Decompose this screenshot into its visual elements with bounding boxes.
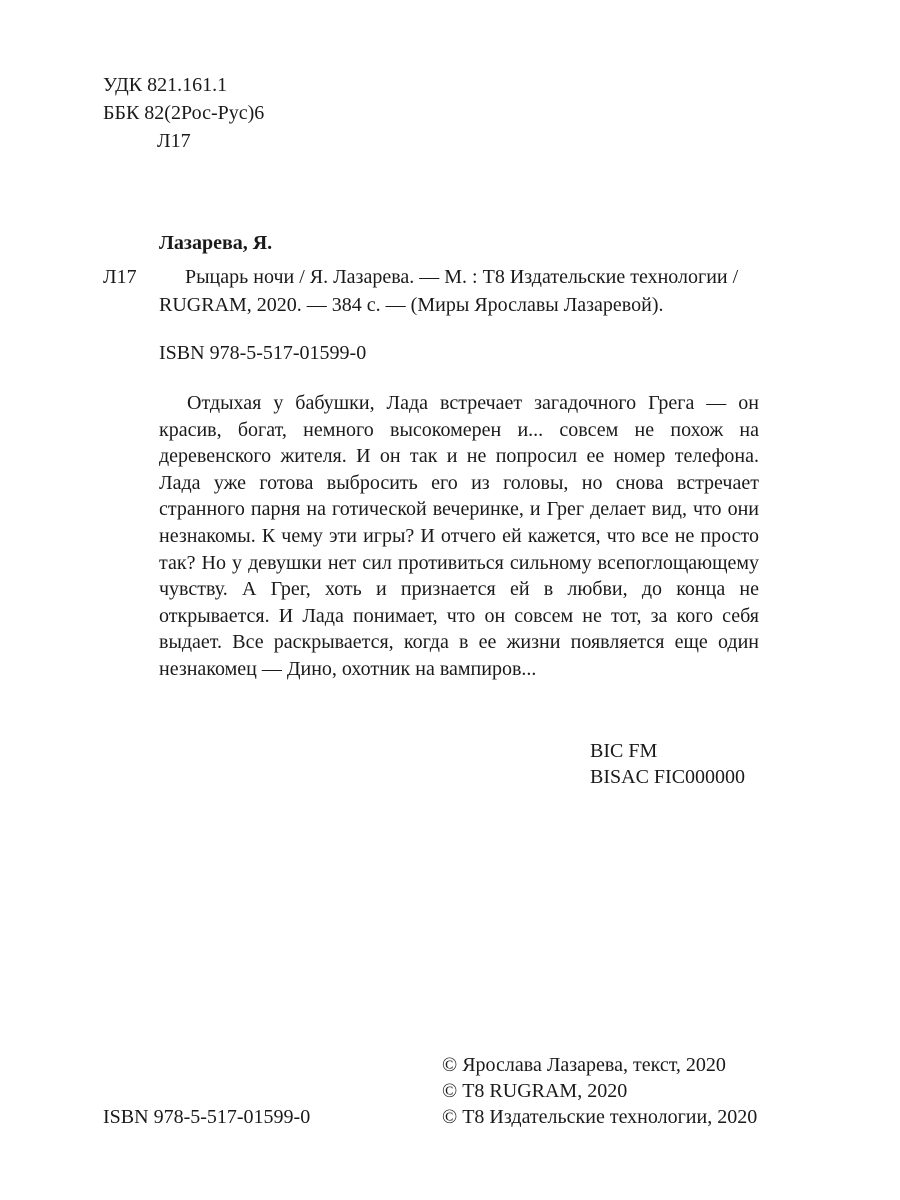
bbk-code: ББК 82(2Рос-Рус)6 (103, 102, 265, 124)
udk-code: УДК 821.161.1 (103, 74, 228, 96)
isbn: ISBN 978-5-517-01599-0 (159, 342, 367, 364)
annotation-paragraph: Отдыхая у бабушки, Лада встречает загадочного Грега — он красив, богат, немного высокомерен и... совсем не похож на деревенского жителя. И он так и не попросил ее номер телефона. Лада уже готова выбросить его из головы, но снова встречает странного парня на готической вечеринке, и Грег делает вид, что они незнакомы. К чему эти игры? И отчего ей кажется, что все не просто так? Но у девушки нет сил противиться сильному всепоглощающему чувству. А Грег, хоть и признается ей в любви, до конца не открывается. И Лада понимает, что он совсем не тот, за кого себя выдает. Все раскрывается, когда в ее жизни появляется еще один незнакомец — Дино, охотник на вампиров... (159, 392, 759, 680)
record-line-2: RUGRAM, 2020. — 384 с. — (Миры Ярославы Лазаревой). (159, 294, 664, 316)
author-mark: Л17 (157, 130, 191, 152)
bic-code: BIC FM (590, 740, 658, 762)
author-name: Лазарева, Я. (159, 232, 273, 254)
record-line-1: Рыцарь ночи / Я. Лазарева. — М. : Т8 Издательские технологии / (185, 266, 739, 288)
author-mark-record: Л17 (103, 266, 137, 288)
bisac-code: BISAC FIC000000 (590, 766, 746, 788)
copyright-publisher: © Т8 Издательские технологии, 2020 (442, 1106, 758, 1128)
copyright-block (442, 1052, 757, 1130)
copyright-author: © Ярослава Лазарева, текст, 2020 (442, 1054, 726, 1076)
footer-isbn: ISBN 978-5-517-01599-0 (103, 1106, 311, 1128)
copyright-rugram: © Т8 RUGRAM, 2020 (442, 1080, 628, 1102)
subject-codes (590, 738, 745, 790)
